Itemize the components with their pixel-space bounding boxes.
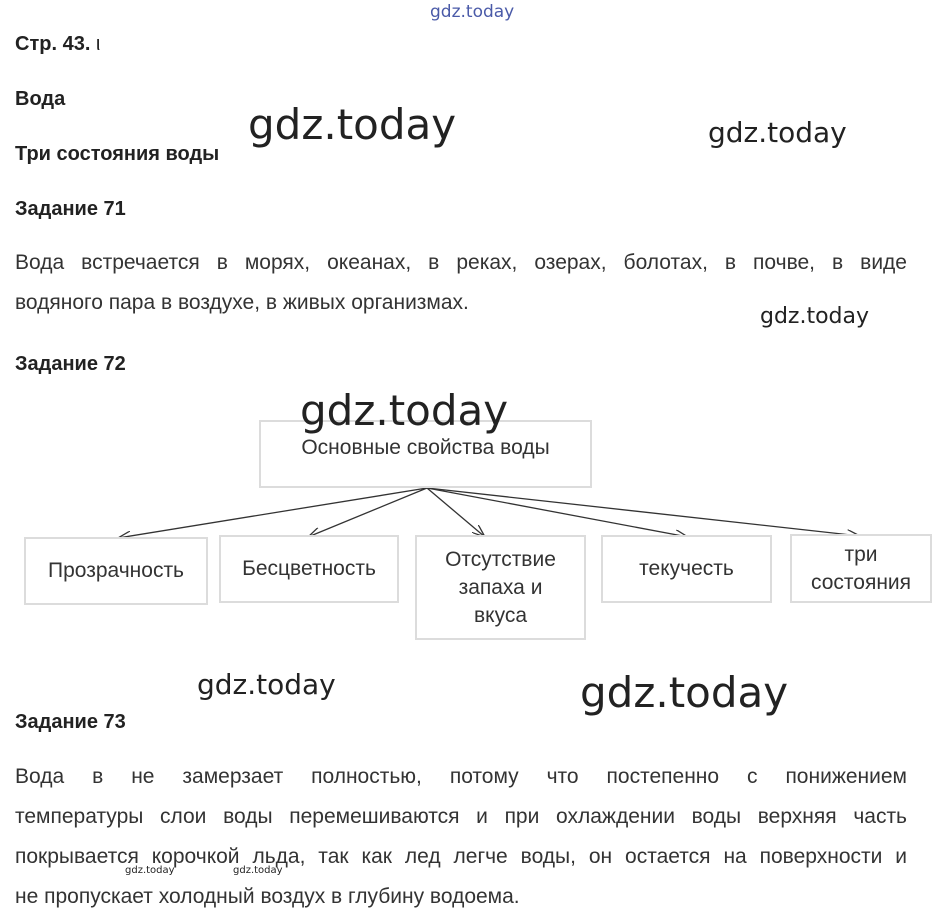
top-watermark: gdz.today (430, 2, 515, 22)
task-73-text (15, 757, 907, 917)
watermark: gdz.today (125, 865, 175, 876)
diagram-root-box: Основные свойства воды (259, 420, 592, 488)
diagram-box-no-smell: Отсутствие запаха и вкуса (415, 535, 586, 640)
task-73-line: Вода в не замерзает полностью, потому что постепенно с понижением (15, 765, 907, 788)
task-73-title: Задание 73 (15, 711, 126, 733)
task-73-line: не пропускает холодный воздух в глубину водоема. (15, 885, 520, 908)
watermark: gdz.today (580, 668, 789, 717)
arrow-to-transparency (118, 488, 427, 538)
task-72-title: Задание 72 (15, 353, 126, 375)
watermark: gdz.today (300, 386, 509, 435)
section-title: Вода (15, 88, 66, 110)
watermark: gdz.today (233, 865, 283, 876)
page-reference-text: Стр. 43. (15, 33, 91, 55)
watermark: gdz.today (248, 100, 457, 149)
task-73-line: температуры слои воды перемешиваются и при охлаждении воды верхняя часть (15, 805, 907, 828)
diagram-box-fluidity: текучесть (601, 535, 772, 603)
diagram-box-colorless: Бесцветность (219, 535, 399, 603)
task-71-line: Вода встречается в морях, океанах, в реках, озерах, болотах, в почве, в виде (15, 251, 907, 274)
task-71-line: водяного пара в воздухе, в живых организмах. (15, 291, 469, 314)
arrow-to-no-smell (427, 488, 485, 537)
task-73-line: покрывается корочкой льда, так как лед легче воды, он остается на поверхности и (15, 845, 907, 868)
arrow-to-colorless (308, 488, 427, 537)
diagram-box-three-states: три состояния (790, 534, 932, 603)
task-71-title: Задание 71 (15, 198, 126, 220)
diagram-box-transparency: Прозрачность (24, 537, 208, 605)
watermark: gdz.today (708, 116, 847, 149)
subsection-title: Три состояния воды (15, 143, 220, 165)
watermark: gdz.today (197, 668, 336, 701)
watermark: gdz.today (760, 304, 870, 329)
page-reference: Стр. 43. ι (15, 33, 101, 55)
